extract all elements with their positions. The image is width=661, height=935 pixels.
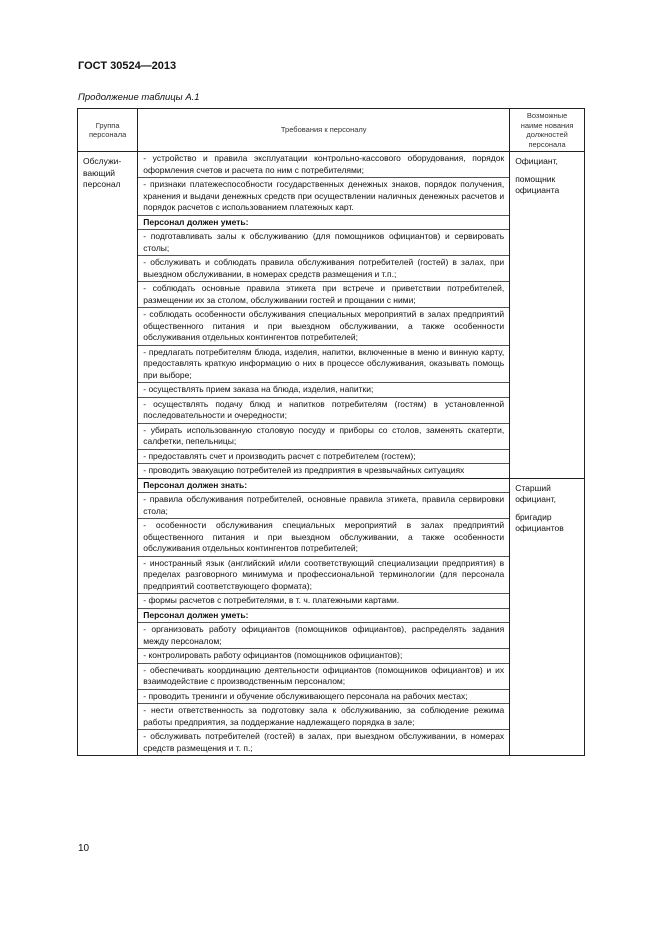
requirements-table bbox=[77, 108, 585, 756]
requirement-item: - обслуживать потребителей (гостей) в залах, при выездном обслуживании, в номерах средств размещения и т. п.; bbox=[143, 731, 505, 753]
requirement-item: - формы расчетов с потребителями, в т. ч. платежными картами. bbox=[138, 594, 509, 609]
requirement-item: - иностранный язык (английский и/или соответствующий специализации предприятия) в пределах разговорного минимума и профессиональной терминологии (для персонала предприятий соответствующего формата); bbox=[138, 557, 509, 595]
table-row bbox=[78, 152, 585, 479]
position-name: помощник официанта bbox=[515, 173, 560, 195]
table-row bbox=[78, 478, 585, 756]
requirement-item: - убирать использованную столовую посуду и приборы со столов, заменять скатерти, салфетки, пепельницы; bbox=[138, 424, 509, 450]
requirement-item: - соблюдать основные правила этикета при встрече и приветствии потребителей, размещении их за столом, обслуживании гостей и прощании с ними; bbox=[138, 282, 509, 308]
position-name: бригадир официантов bbox=[515, 511, 564, 533]
requirement-item: - признаки платежеспособности государственных денежных знаков, порядок получения, хранения и выдачи денежных средств при осуществлении наличных денежных расчетов и порядок расчетов с использованием платежных карт. bbox=[138, 178, 509, 216]
requirement-item: - организовать работу официантов (помощников официантов), распределять задания между персоналом; bbox=[138, 623, 509, 649]
requirements-cell bbox=[138, 478, 510, 756]
requirement-item: - особенности обслуживания специальных мероприятий в залах предприятий общественного питания и при выездном обслуживании, а также особенности обслуживания отдельных контингентов потребителей; bbox=[138, 519, 509, 557]
column-header-requirements: Требования к персоналу bbox=[138, 109, 510, 152]
position-name: Официант, bbox=[515, 156, 558, 166]
requirement-item: - контролировать работу официантов (помощников официантов); bbox=[138, 649, 509, 664]
positions-cell bbox=[510, 152, 585, 479]
document-title: ГОСТ 30524—2013 bbox=[78, 60, 177, 72]
requirement-item: - предоставлять счет и производить расчет с потребителем (гостем); bbox=[138, 450, 509, 465]
requirement-heading: Персонал должен знать: bbox=[138, 479, 509, 494]
group-cell: Обслужи- вающий персонал bbox=[78, 152, 138, 756]
requirements-cell bbox=[138, 152, 510, 479]
requirement-heading: Персонал должен уметь: bbox=[138, 609, 509, 624]
requirement-item: - обслуживать и соблюдать правила обслуживания потребителей (гостей) в залах, при выездном обслуживании, в номерах средств размещения и т.п.; bbox=[138, 256, 509, 282]
positions-cell bbox=[510, 478, 585, 756]
column-header-group: Группа персонала bbox=[78, 109, 138, 152]
table-caption: Продолжение таблицы А.1 bbox=[78, 92, 200, 103]
table-header-row bbox=[78, 109, 585, 152]
requirement-item: - осуществлять прием заказа на блюда, изделия, напитки; bbox=[138, 383, 509, 398]
position-name: Старший официант, bbox=[515, 482, 557, 504]
requirement-item: - устройство и правила эксплуатации контрольно-кассового оборудования, порядок оформления счетов и расчета по ним с потребителями; bbox=[138, 152, 509, 178]
requirement-item: - обеспечивать координацию деятельности официантов (помощников официантов) и их взаимодействие с производственным персоналом; bbox=[138, 664, 509, 690]
requirement-item: - предлагать потребителям блюда, изделия, напитки, включенные в меню и винную карту, предоставлять краткую информацию о них в процессе обслуживания, оказывать помощь при выборе; bbox=[138, 346, 509, 384]
requirement-item: - соблюдать особенности обслуживания специальных мероприятий в залах предприятий общественного питания и при выездном обслуживании, а также особенности обслуживания отдельных контингентов потребителей; bbox=[138, 308, 509, 346]
requirement-item: - проводить тренинги и обучение обслуживающего персонала на рабочих местах; bbox=[138, 690, 509, 705]
page-number: 10 bbox=[78, 843, 90, 854]
requirement-item: - правила обслуживания потребителей, основные правила этикета, правила сервировки стола; bbox=[138, 493, 509, 519]
column-header-positions: Возможные наиме нования должностей персонала bbox=[510, 109, 585, 152]
requirement-item: - подготавливать залы к обслуживанию (для помощников официантов) и сервировать столы; bbox=[138, 230, 509, 256]
requirement-heading: Персонал должен уметь: bbox=[138, 216, 509, 231]
requirement-item: - осуществлять подачу блюд и напитков потребителям (гостям) в установленной последовательности и очередности; bbox=[138, 398, 509, 424]
requirement-item: - нести ответственность за подготовку зала к обслуживанию, за соблюдение режима работы предприятия, за поддержание надлежащего порядка в зале; bbox=[138, 704, 509, 730]
requirement-item: - проводить эвакуацию потребителей из предприятия в чрезвычайных ситуациях bbox=[143, 465, 465, 475]
